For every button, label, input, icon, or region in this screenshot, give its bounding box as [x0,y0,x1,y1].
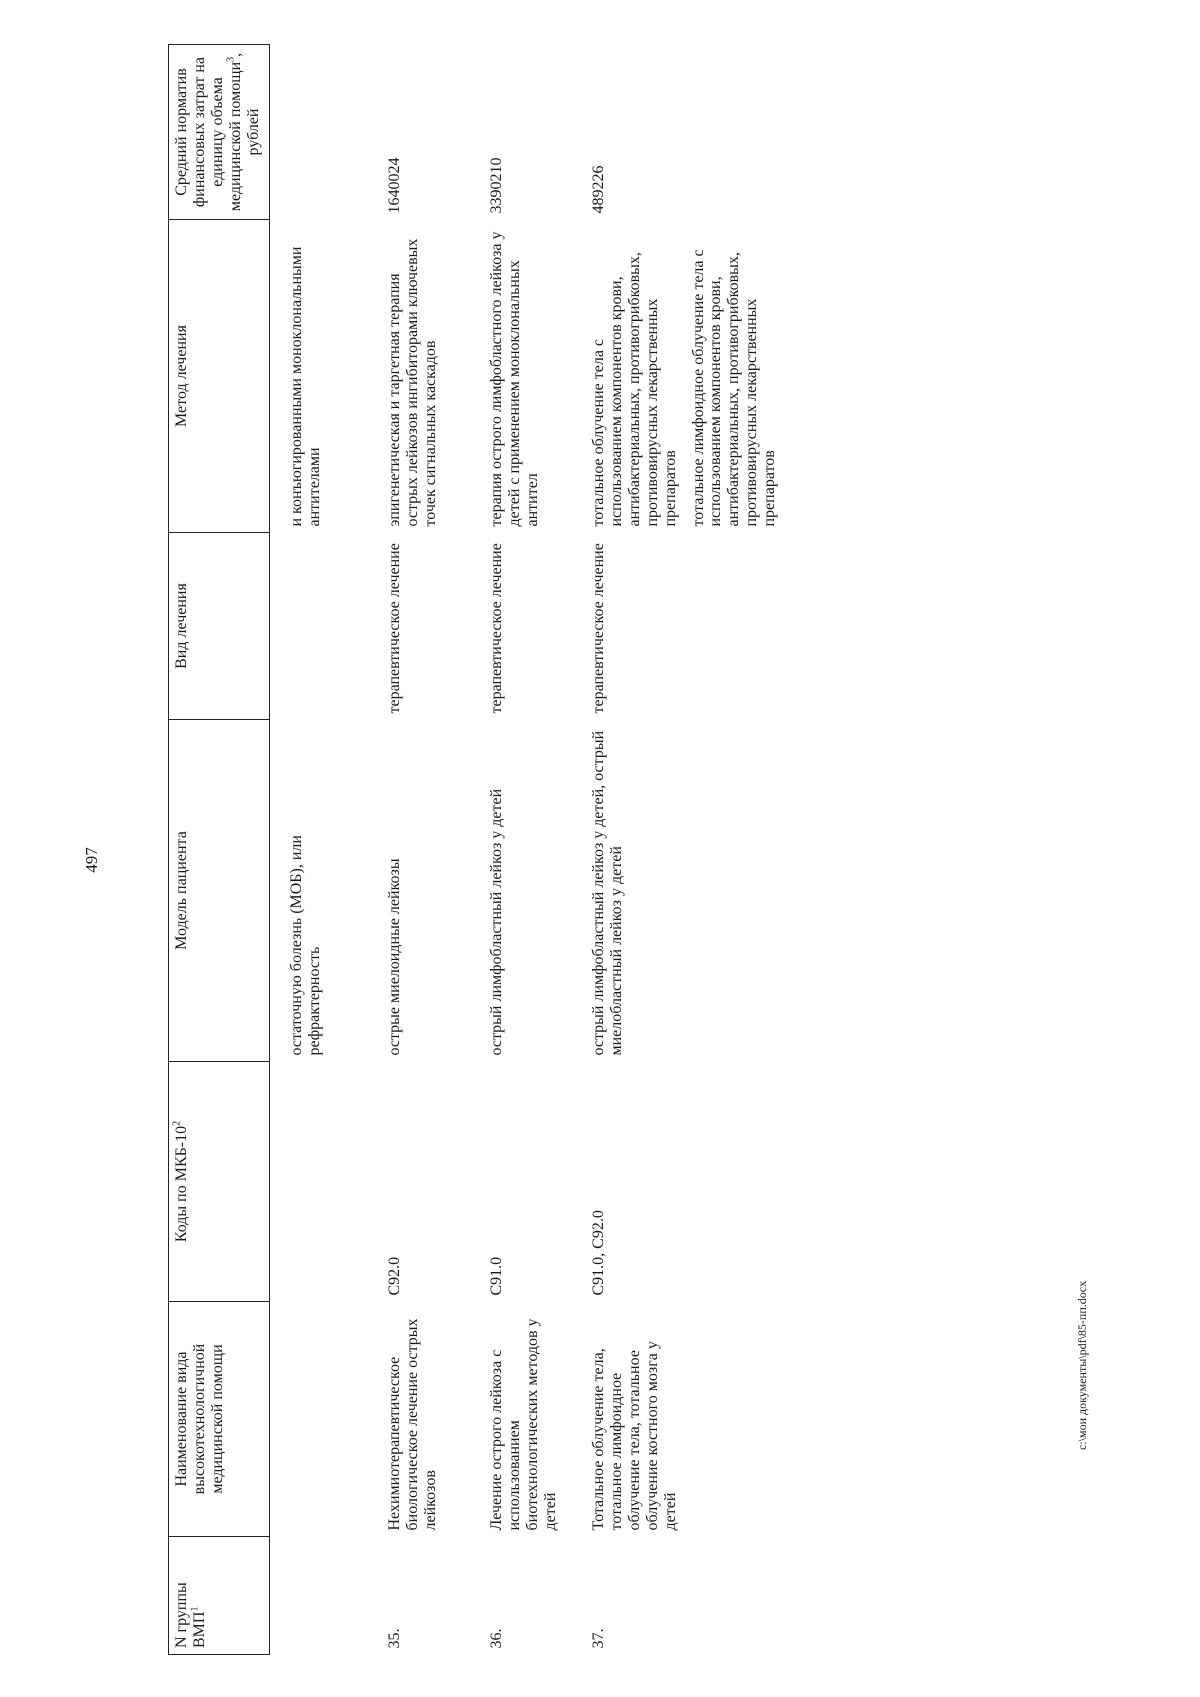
table-header [169,45,270,1655]
page-number: 497 [82,847,101,873]
header-icd-codes: Коды по МКБ-$10^2$ [169,1062,270,1302]
header-treatment-kind: Вид лечения [169,533,270,720]
cell-kind: терапевтическое лечение [386,543,403,714]
cell-method: эпигенетическая и таргетная терапия острых лейкозов ингибиторами ключевых точек сигнальных каскадов [386,238,439,527]
table-row [476,45,578,1655]
method-variant-1: тотальное облучение тела с использованием компонентов крови, антибактериальных, противогрибковых, противовирусных лекарственных препаратов [590,252,679,527]
header-treatment-method: Метод лечения [169,220,270,533]
table-row-continuation [270,45,375,1655]
cell-number: 37. [590,1628,607,1649]
cell-model: остаточную болезнь (МОБ), или рефрактерность [288,835,323,1056]
table-row [374,45,476,1655]
cell-model: острый лимфобластный лейкоз у детей, острый миелобластный лейкоз у детей [590,730,625,1056]
rotated-table-sheet [168,45,1168,1655]
cell-name: Лечение острого лейкоза с использованием биотехнологических методов у детей [488,1318,559,1531]
vmp-table [168,44,779,1655]
footer-file-path: c:\мои документы\pdf\85-пп.docx [1075,1280,1089,1450]
cell-cost: 489226 [590,165,607,214]
cell-cost: 3390210 [488,157,505,214]
cell-codes: C92.0 [386,1256,403,1296]
cell-kind: терапевтическое лечение [590,543,607,714]
cell-model: острые миелоидные лейкозы [386,858,403,1056]
cell-codes: C91.0 [488,1256,505,1296]
cell-method [578,220,779,533]
header-group-number: N группы ВМП$^1$ [169,1537,270,1655]
cell-method: терапия острого лимфобластного лейкоза у детей с применением моноклональных антител [488,231,541,527]
cell-method: и конъюгированными моноклональными антителами [288,246,323,527]
cell-name: Нехимиотерапевтическое биологическое лечение острых лейкозов [386,1318,439,1531]
cell-model: острый лимфобластный лейкоз у детей [488,788,505,1056]
cell-name: Тотальное облучение тела, тотальное лимфоидное облучение тела, тотальное облучение костного мозга у детей [590,1341,679,1531]
method-variant-2: тотальное лимфоидное облучение тела с использованием компонентов крови, антибактериальных, противогрибковых, противовирусных лекарственных препаратов [689,249,779,527]
header-vmp-name: Наименование вида высокотехнологичной медицинской помощи [169,1302,270,1537]
cell-codes: C91.0, C92.0 [590,1210,607,1296]
cell-cost: 1640024 [386,157,403,214]
cell-number: 35. [386,1628,403,1649]
table-row [578,45,779,1655]
header-average-cost: Средний норматив финансовых затрат на единицу объема медицинской помощи$^3$, рублей [169,45,270,220]
cell-kind: терапевтическое лечение [488,543,505,714]
cell-number: 36. [488,1628,505,1649]
header-patient-model: Модель пациента [169,720,270,1062]
